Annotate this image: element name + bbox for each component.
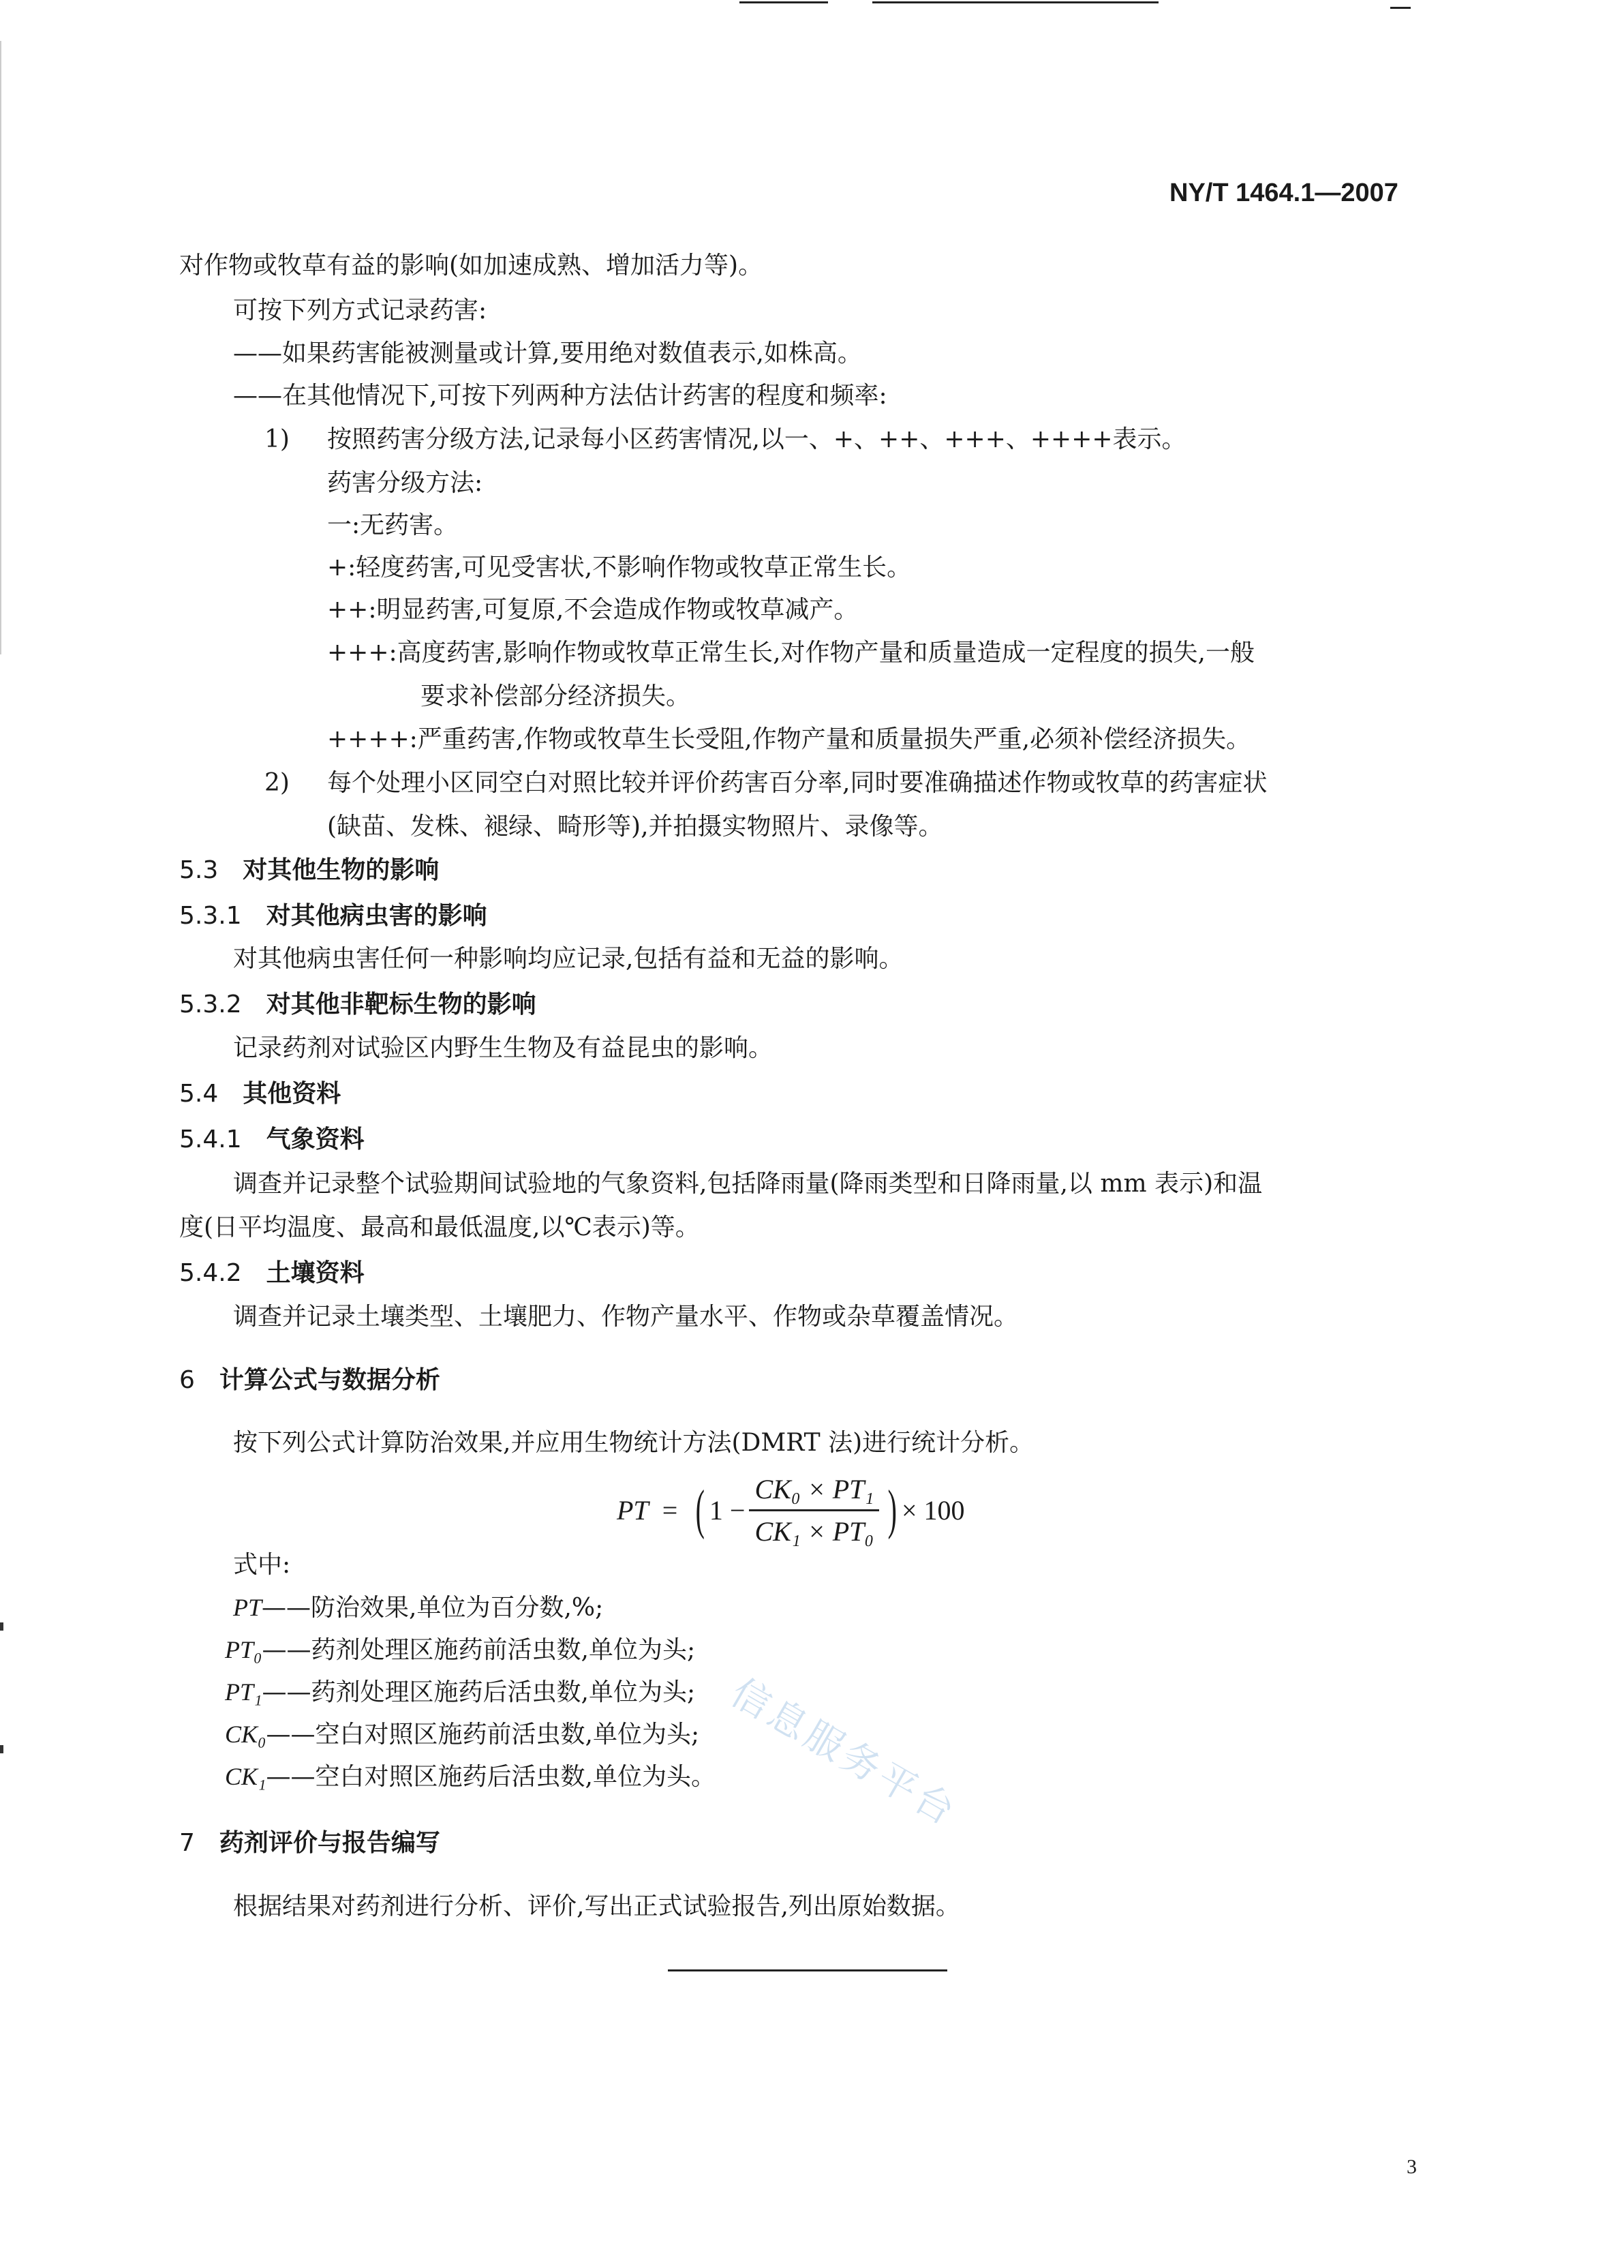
formula-times-100: × 100	[901, 1494, 965, 1526]
legend-symbol: PT₀	[225, 1636, 262, 1663]
formula-denominator: CK₁ × PT₀	[754, 1515, 874, 1547]
grade-3-line-2: 要求补偿部分经济损失。	[420, 682, 691, 710]
list-item-text-2-line-2: (缺苗、发株、褪绿、畸形等),并拍摄实物照片、录像等。	[327, 813, 943, 841]
section-number: 5.3.1	[179, 902, 242, 930]
grade-1: +:轻度药害,可见受害状,不影响作物或牧草正常生长。	[327, 554, 912, 581]
section-6-text: 按下列公式计算防治效果,并应用生物统计方法(DMRT 法)进行统计分析。	[233, 1429, 1035, 1457]
grade-4: ++++:严重药害,作物或牧草生长受阻,作物产量和质量损失严重,必须补偿经济损失。	[327, 725, 1251, 753]
legend-description: ——空白对照区施药后活虫数,单位为头。	[266, 1763, 716, 1791]
legend-description: ——空白对照区施药前活虫数,单位为头;	[266, 1721, 700, 1749]
formula-fraction	[749, 1473, 879, 1547]
efficacy-formula	[617, 1466, 965, 1554]
legend-item	[225, 1680, 695, 1705]
grade-2: ++:明显药害,可复原,不会造成作物或牧草减产。	[327, 596, 859, 624]
section-title: 气象资料	[266, 1125, 365, 1153]
legend-description: ——防治效果,单位为百分数,%;	[262, 1594, 604, 1622]
scan-edge-mark	[0, 41, 1, 654]
section-5-3-1-heading	[179, 904, 487, 928]
dash-item-2: ——在其他情况下,可按下列两种方法估计药害的程度和频率:	[233, 382, 887, 410]
section-number: 6	[179, 1366, 195, 1394]
section-5-3-heading	[179, 858, 439, 883]
legend-description: ——药剂处理区施药后活虫数,单位为头;	[262, 1678, 696, 1706]
section-title: 计算公式与数据分析	[219, 1366, 440, 1394]
grade-3-line-1: +++:高度药害,影响作物或牧草正常生长,对作物产量和质量造成一定程度的损失,一般	[327, 639, 1255, 667]
section-6-heading	[179, 1368, 440, 1393]
grade-0: 一:无药害。	[327, 511, 459, 539]
section-title: 对其他病虫害的影响	[266, 902, 487, 930]
section-7-text: 根据结果对药剂进行分析、评价,写出正式试验报告,列出原始数据。	[233, 1892, 960, 1920]
record-intro: 可按下列方式记录药害:	[233, 297, 487, 324]
formula-left-paren: (	[695, 1480, 705, 1540]
formula-equals: =	[662, 1494, 678, 1526]
legend-intro: 式中:	[233, 1551, 291, 1579]
section-number: 5.4.1	[179, 1125, 242, 1153]
formula-lhs: PT	[617, 1494, 649, 1526]
end-of-document-rule	[668, 1969, 947, 1971]
section-5-4-2-text: 调查并记录土壤类型、土壤肥力、作物产量水平、作物或杂草覆盖情况。	[233, 1303, 1019, 1331]
legend-symbol: PT	[233, 1594, 262, 1621]
section-title: 土壤资料	[266, 1259, 365, 1287]
legend-symbol: CK₁	[225, 1763, 266, 1790]
section-5-4-1-text-line-2: 度(日平均温度、最高和最低温度,以℃表示)等。	[179, 1213, 700, 1241]
section-5-4-2-heading	[179, 1261, 365, 1286]
section-5-3-1-text: 对其他病虫害任何一种影响均应记录,包括有益和无益的影响。	[233, 945, 904, 973]
watermark: 信息服务平台	[723, 1670, 966, 1836]
section-number: 5.4	[179, 1080, 219, 1108]
grading-title: 药害分级方法:	[327, 469, 483, 497]
section-5-4-1-text-line-1: 调查并记录整个试验期间试验地的气象资料,包括降雨量(降雨类型和日降雨量,以 mm 表示)和温	[233, 1170, 1263, 1198]
legend-description: ——药剂处理区施药前活虫数,单位为头;	[262, 1636, 696, 1664]
page-number: 3	[1407, 2156, 1417, 2178]
list-item-number-1: 1)	[264, 425, 290, 453]
section-title: 其他资料	[243, 1080, 341, 1108]
formula-one-minus: 1 −	[709, 1494, 746, 1526]
section-title: 药剂评价与报告编写	[219, 1829, 440, 1857]
legend-item	[233, 1595, 603, 1620]
section-5-4-heading	[179, 1082, 341, 1106]
legend-item	[225, 1764, 716, 1789]
top-rule-right	[1390, 7, 1411, 9]
scan-edge-mark	[0, 1622, 3, 1631]
list-item-text-2-line-1: 每个处理小区同空白对照比较并评价药害百分率,同时要准确描述作物或牧草的药害症状	[327, 769, 1268, 797]
dash-item-1: ——如果药害能被测量或计算,要用绝对数值表示,如株高。	[233, 339, 862, 367]
para-continuation: 对作物或牧草有益的影响(如加速成熟、增加活力等)。	[179, 252, 763, 279]
section-7-heading	[179, 1831, 440, 1856]
section-5-3-2-heading	[179, 993, 536, 1017]
section-number: 5.4.2	[179, 1259, 242, 1287]
top-rule-long	[872, 1, 1159, 3]
section-title: 对其他非靶标生物的影响	[266, 991, 536, 1018]
standard-code: NY/T 1464.1—2007	[1169, 179, 1398, 207]
formula-numerator: CK₀ × PT₁	[749, 1473, 879, 1511]
scan-edge-mark	[0, 1745, 3, 1753]
list-item-number-2: 2)	[264, 769, 290, 797]
legend-symbol: PT₁	[225, 1678, 262, 1706]
list-item-text-1: 按照药害分级方法,记录每小区药害情况,以一、+、++、+++、++++表示。	[327, 425, 1186, 453]
section-5-4-1-heading	[179, 1125, 365, 1153]
formula-right-paren: )	[887, 1480, 898, 1540]
section-5-3-2-text: 记录药剂对试验区内野生生物及有益昆虫的影响。	[233, 1034, 773, 1062]
section-number: 5.3.2	[179, 991, 242, 1018]
legend-item	[225, 1722, 699, 1747]
section-number: 7	[179, 1829, 195, 1857]
legend-symbol: CK₀	[225, 1721, 266, 1748]
section-number: 5.3	[179, 856, 219, 884]
top-rule-short	[739, 1, 828, 3]
legend-item	[225, 1637, 695, 1663]
section-title: 对其他生物的影响	[243, 856, 440, 884]
